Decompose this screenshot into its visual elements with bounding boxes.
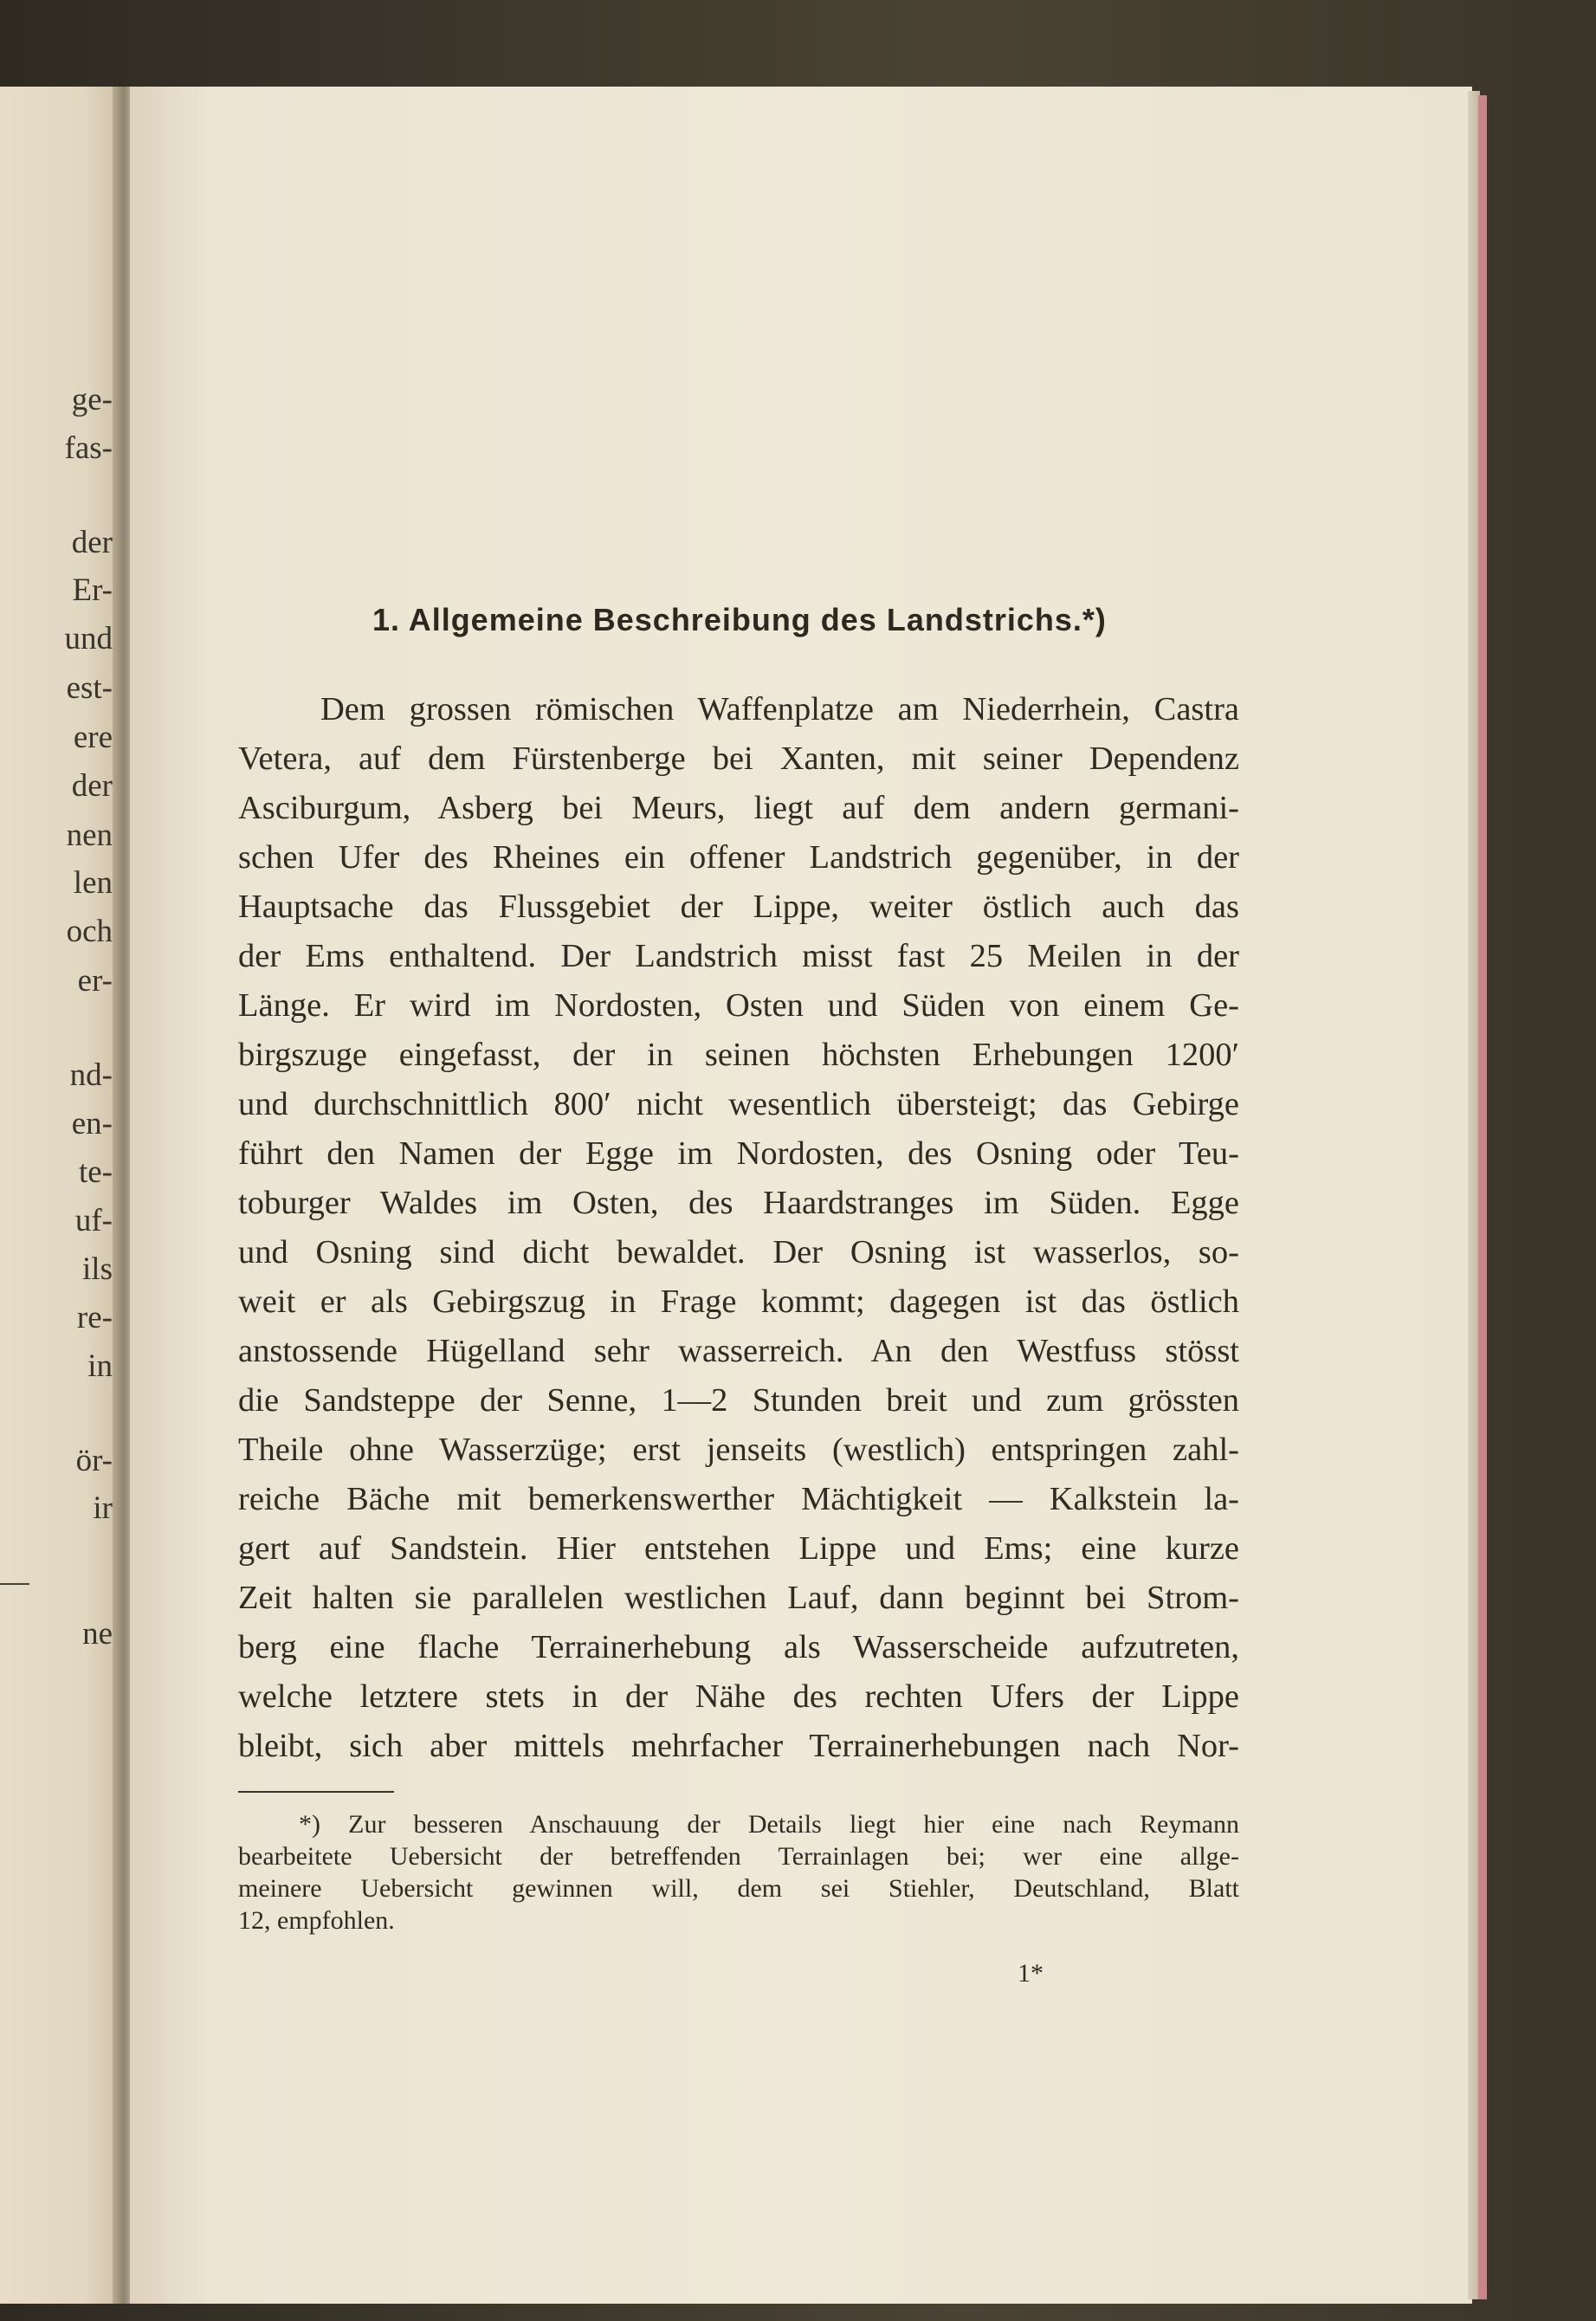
body-line: Asciburgum, Asberg bei Meurs, liegt auf dem andern germani- [238, 790, 1239, 826]
body-line: Theile ohne Wasserzüge; erst jenseits (westlich) entspringen zahl- [238, 1432, 1239, 1468]
body-line: und durchschnittlich 800′ nicht wesentlich übersteigt; das Gebirge [238, 1086, 1239, 1122]
left-page-fragment: nen [66, 818, 113, 853]
body-line: welche letztere stets in der Nähe des rechten Ufers der Lippe [238, 1678, 1239, 1715]
left-page-fragment: uf- [74, 1203, 113, 1238]
left-page-fragment: est- [66, 670, 113, 706]
footnote-line: meinere Uebersicht gewinnen will, dem sei Stiehler, Deutschland, Blatt [238, 1874, 1239, 1903]
footnote-line: bearbeitete Uebersicht der betreffenden Terrainlagen bei; wer eine allge- [238, 1842, 1239, 1871]
body-line: gert auf Sandstein. Hier entstehen Lippe und Ems; eine kurze [238, 1530, 1239, 1567]
body-line: birgszuge eingefasst, der in seinen höchsten Erhebungen 1200′ [238, 1037, 1239, 1073]
body-line: der Ems enthaltend. Der Landstrich misst fast 25 Meilen in der [238, 938, 1239, 974]
left-page-fragment: te- [78, 1154, 113, 1190]
body-line: toburger Waldes im Osten, des Haardstranges im Süden. Egge [238, 1185, 1239, 1221]
left-page-fragment: ge- [71, 382, 113, 417]
footnote-rule [238, 1791, 394, 1793]
body-line: anstossende Hügelland sehr wasserreich. An den Westfuss stösst [238, 1333, 1239, 1369]
left-facing-page [0, 87, 120, 2304]
cover-edge [1478, 95, 1487, 2299]
left-page-fragment: Er- [72, 572, 113, 608]
body-line: bleibt, sich aber mittels mehrfacher Terrainerhebungen nach Nor- [238, 1728, 1239, 1764]
left-page-fragment: ere [73, 720, 113, 755]
body-line: weit er als Gebirgszug in Frage kommt; dagegen ist das östlich [238, 1283, 1239, 1320]
left-page-fragment: fas- [64, 430, 113, 466]
left-page-fragment: er- [77, 963, 113, 999]
body-line: Länge. Er wird im Nordosten, Osten und Süden von einem Ge- [238, 987, 1239, 1024]
body-line: reiche Bäche mit bemerkenswerther Mächtigkeit — Kalkstein la- [238, 1481, 1239, 1517]
left-page-fragment: ir [93, 1490, 113, 1526]
left-page-fragment: len [73, 865, 113, 901]
signature-mark: 1* [1018, 1959, 1044, 1988]
body-line: Vetera, auf dem Fürstenberge bei Xanten, mit seiner Dependenz [238, 740, 1239, 777]
body-line: Dem grossen römischen Waffenplatze am Niederrhein, Castra [320, 691, 1239, 727]
footnote-line: *) Zur besseren Anschauung der Details liegt hier eine nach Reymann [299, 1810, 1239, 1839]
body-line: und Osning sind dicht bewaldet. Der Osning ist wasserlos, so- [238, 1234, 1239, 1270]
left-page-fragment: nd- [69, 1057, 113, 1093]
body-line: berg eine flache Terrainerhebung als Wasserscheide aufzutreten, [238, 1629, 1239, 1665]
body-line: die Sandsteppe der Senne, 1—2 Stunden breit und zum grössten [238, 1382, 1239, 1419]
body-line: Zeit halten sie parallelen westlichen Lauf, dann beginnt bei Strom- [238, 1580, 1239, 1616]
left-page-fragment: der [71, 525, 113, 560]
left-page-fragment: ne [82, 1616, 113, 1652]
footnote-line: 12, empfohlen. [238, 1906, 395, 1935]
body-line: schen Ufer des Rheines ein offener Landstrich gegenüber, in der [238, 839, 1239, 876]
body-line: Hauptsache das Flussgebiet der Lippe, weiter östlich auch das [238, 889, 1239, 925]
left-page-fragment: und [64, 621, 113, 656]
left-page-fragment: ils [82, 1251, 113, 1287]
left-page-fragment: in [87, 1348, 113, 1384]
section-heading: 1. Allgemeine Beschreibung des Landstrichs.*) [372, 602, 1107, 637]
left-page-footnote-rule [0, 1583, 29, 1585]
left-page-fragment: och [66, 914, 113, 949]
body-line: führt den Namen der Egge im Nordosten, des Osning oder Teu- [238, 1135, 1239, 1172]
left-page-fragment: re- [76, 1300, 113, 1335]
left-page-fragment: der [71, 768, 113, 804]
left-page-fragment: en- [71, 1106, 113, 1141]
left-page-fragment: ör- [75, 1443, 113, 1478]
